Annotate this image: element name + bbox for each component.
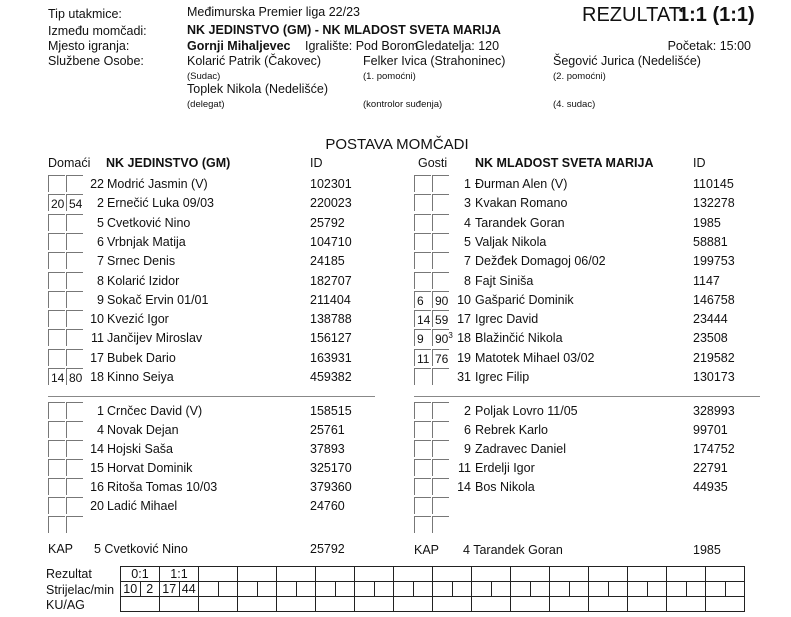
minute-box — [48, 516, 65, 533]
venue: Gornji Mihaljevec — [187, 39, 291, 53]
player-name: Kinno Seiya — [107, 370, 174, 384]
scorer-cell: 2 — [140, 582, 160, 597]
scorer-cell — [218, 582, 238, 597]
score-row-ku — [121, 597, 745, 612]
player-number: 16 — [90, 480, 104, 494]
official-name: Kolarić Patrik (Čakovec) — [187, 54, 322, 68]
result-cell — [394, 567, 433, 582]
player-name: Gašparić Dominik — [475, 292, 574, 307]
ku-cell — [550, 597, 589, 612]
player-id: 22791 — [693, 461, 728, 475]
result-cell — [238, 567, 277, 582]
ku-cell — [199, 597, 238, 612]
minute-box — [414, 440, 431, 457]
minute-box: 59 — [432, 310, 449, 327]
result-cell — [355, 567, 394, 582]
player-id: 23444 — [693, 312, 728, 327]
player-name: Igrec David — [475, 312, 539, 327]
player-number: 11 — [91, 331, 104, 346]
minute-box — [48, 497, 65, 514]
attendance: Gledatelja: 120 — [415, 39, 500, 53]
player-id: 459382 — [310, 370, 352, 384]
player-id: 37893 — [310, 442, 345, 456]
player-id: 110145 — [693, 177, 734, 191]
player-id: 58881 — [693, 234, 728, 249]
player-id: 328993 — [693, 404, 735, 418]
result-cell — [277, 567, 316, 582]
teams-label: Između momčadi: — [48, 24, 147, 38]
minute-box — [48, 175, 65, 192]
ku-cell — [628, 597, 667, 612]
player-number: 4 — [464, 215, 471, 230]
player-id: 146758 — [693, 292, 735, 307]
player-id: 99701 — [693, 423, 728, 437]
player-id: 132278 — [693, 196, 735, 211]
scorer-cell: 10 — [121, 582, 141, 597]
player-number: 1 — [464, 177, 471, 191]
minute-box — [414, 272, 431, 289]
scorer-cell — [452, 582, 472, 597]
result-cell — [199, 567, 238, 582]
ku-cell — [277, 597, 316, 612]
ku-cell — [394, 597, 433, 612]
minute-box — [414, 194, 431, 211]
result-cell — [589, 567, 628, 582]
ku-cell — [667, 597, 706, 612]
teams: NK JEDINSTVO (GM) - NK MLADOST SVETA MARIJA — [187, 23, 501, 37]
player-name: Vrbnjak Matija — [107, 234, 186, 249]
minute-box: 6 — [414, 291, 431, 308]
player-id: 130173 — [693, 370, 735, 384]
minute-box — [414, 214, 431, 231]
minute-box — [48, 214, 65, 231]
scorer-cell — [725, 582, 745, 597]
minute-box — [414, 516, 431, 533]
score-row-label: Rezultat — [46, 567, 92, 581]
player-id: 104710 — [310, 234, 352, 249]
player-name: Poljak Lovro 11/05 — [475, 404, 578, 418]
result-cell — [433, 567, 472, 582]
player-id: 25792 — [310, 215, 345, 230]
player-number: 9 — [97, 292, 104, 307]
player-id: 1985 — [693, 215, 721, 230]
result-cell — [550, 567, 589, 582]
official-role: (delegat) — [187, 99, 225, 110]
home-id-header: ID — [310, 156, 323, 170]
player-name: Zadravec Daniel — [475, 442, 567, 456]
minute-box — [48, 252, 65, 269]
scorer-cell: 44 — [179, 582, 199, 597]
minute-box: 80 — [66, 368, 83, 385]
player-name: Kolarić Izidor — [107, 273, 180, 288]
player-number: 19 — [457, 350, 471, 365]
player-number: 14 — [457, 480, 471, 494]
official-name: Toplek Nikola (Nedelišće) — [187, 82, 329, 96]
minute-box — [48, 272, 65, 289]
officials-label: Službene Osobe: — [48, 54, 144, 68]
ku-cell — [121, 597, 160, 612]
player-number: 20 — [90, 499, 104, 513]
scorer-cell — [667, 582, 687, 597]
player-number: 2 — [464, 404, 471, 418]
home-captain-id: 25792 — [310, 542, 345, 556]
player-id: 1147 — [693, 273, 720, 288]
minute-box — [414, 233, 431, 250]
player-id: 23508 — [693, 331, 728, 346]
ku-cell — [160, 597, 199, 612]
player-name: Dežđek Domagoj 06/02 — [475, 254, 606, 269]
player-number: 2 — [97, 196, 104, 211]
player-number: 18 — [90, 370, 104, 384]
player-id: 156127 — [310, 331, 352, 346]
home-captain-label: KAP — [48, 542, 74, 556]
ku-cell — [238, 597, 277, 612]
minute-box: 90 — [432, 291, 449, 308]
scorer-cell — [491, 582, 511, 597]
official-role: (kontrolor suđenja) — [363, 99, 443, 110]
player-name: Srnec Denis — [107, 254, 176, 269]
result-cell: 0:1 — [121, 567, 160, 582]
stoppage-time-sup: 3 — [448, 331, 453, 341]
lineup-title: POSTAVA MOMČADI — [325, 136, 469, 153]
ku-cell — [511, 597, 550, 612]
scorer-cell — [296, 582, 316, 597]
player-id: 158515 — [310, 404, 352, 418]
away-captain-label: KAP — [414, 543, 440, 557]
away-captain-id: 1985 — [693, 543, 721, 557]
player-name: Rebrek Karlo — [475, 423, 548, 437]
player-name: Kvezić Igor — [107, 312, 169, 327]
away-captain: 4 Tarandek Goran — [463, 543, 563, 557]
player-id: 211404 — [310, 292, 351, 307]
player-number: 4 — [97, 423, 104, 437]
player-name: Bos Nikola — [475, 480, 535, 494]
divider — [48, 396, 375, 397]
result-cell — [706, 567, 745, 582]
result-cell — [628, 567, 667, 582]
minute-box: 20 — [48, 194, 65, 211]
match-type: Međimurska Premier liga 22/23 — [187, 5, 360, 19]
minute-box — [414, 497, 431, 514]
player-name: Đurman Alen (V) — [475, 177, 568, 191]
ku-cell — [472, 597, 511, 612]
player-number: 14 — [90, 442, 104, 456]
player-id: 44935 — [693, 480, 728, 494]
scorer-cell — [335, 582, 355, 597]
player-name: Sokač Ervin 01/01 — [107, 292, 209, 307]
scorer-cell — [589, 582, 609, 597]
player-number: 5 — [464, 234, 471, 249]
player-id: 24185 — [310, 254, 345, 269]
result-cell — [472, 567, 511, 582]
result-cell — [511, 567, 550, 582]
divider — [414, 396, 760, 397]
minute-box — [48, 310, 65, 327]
player-number: 5 — [97, 215, 104, 230]
scorer-cell — [374, 582, 394, 597]
scorer-cell — [238, 582, 258, 597]
scorer-cell — [569, 582, 589, 597]
scorer-cell — [413, 582, 433, 597]
player-name: Modrić Jasmin (V) — [107, 177, 208, 191]
minute-box — [414, 402, 431, 419]
player-id: 199753 — [693, 254, 735, 269]
player-number: 6 — [464, 423, 471, 437]
minute-box — [48, 329, 65, 346]
scorer-cell — [628, 582, 648, 597]
player-name: Novak Dejan — [107, 423, 179, 437]
score-row-label: KU/AG — [46, 598, 85, 612]
player-number: 31 — [457, 370, 471, 384]
player-name: Ladić Mihael — [107, 499, 178, 513]
minute-box — [414, 459, 431, 476]
official-role: (Sudac) — [187, 71, 221, 82]
player-number: 17 — [90, 350, 104, 365]
result-cell — [316, 567, 355, 582]
player-number: 7 — [97, 254, 104, 269]
minute-box — [48, 402, 65, 419]
player-id: 220023 — [310, 196, 352, 211]
minute-box — [414, 368, 431, 385]
score-row-result — [121, 567, 745, 582]
player-id: 102301 — [310, 177, 352, 191]
minute-box — [432, 497, 449, 514]
minute-box — [48, 440, 65, 457]
player-number: 22 — [90, 177, 104, 191]
player-name: Hojski Saša — [107, 442, 173, 456]
kickoff: Početak: 15:00 — [667, 39, 751, 53]
player-name: Kvakan Romano — [475, 196, 568, 211]
minute-box: 11 — [414, 349, 431, 366]
away-team-name: NK MLADOST SVETA MARIJA — [475, 156, 654, 170]
player-id: 219582 — [693, 350, 735, 365]
minute-box — [414, 478, 431, 495]
player-id: 182707 — [310, 273, 352, 288]
minute-box — [414, 421, 431, 438]
minute-box — [48, 421, 65, 438]
player-id: 174752 — [693, 442, 735, 456]
player-id: 138788 — [310, 312, 352, 327]
minute-box: $90^3$ — [432, 329, 449, 346]
scorer-cell — [355, 582, 375, 597]
ku-cell — [433, 597, 472, 612]
venue-label: Mjesto igranja: — [48, 39, 130, 53]
score-table — [120, 566, 745, 612]
minute-box: 14 — [48, 368, 65, 385]
minute-box — [48, 291, 65, 308]
scorer-cell — [472, 582, 492, 597]
scorer-cell — [277, 582, 297, 597]
ku-cell — [355, 597, 394, 612]
away-id-header: ID — [693, 156, 706, 170]
ku-cell — [316, 597, 355, 612]
scorer-cell — [394, 582, 414, 597]
player-name: Ernečić Luka 09/03 — [107, 196, 215, 211]
player-name: Igrec Filip — [475, 370, 530, 384]
official-name: Šegović Jurica (Nedelišće) — [553, 54, 701, 68]
player-number: 17 — [457, 312, 471, 327]
player-name: Cvetković Nino — [107, 215, 191, 230]
player-name: Jančijev Miroslav — [107, 331, 203, 346]
minute-box: 9 — [414, 329, 431, 346]
scorer-cell — [530, 582, 550, 597]
player-id: 325170 — [310, 461, 352, 475]
player-number: 1 — [97, 404, 104, 418]
home-team-name: NK JEDINSTVO (GM) — [106, 156, 231, 170]
minute-box — [414, 175, 431, 192]
result-label: REZULTAT: — [582, 4, 685, 26]
ground: Igralište: Pod Borom — [305, 39, 419, 53]
ku-cell — [706, 597, 745, 612]
player-name: Valjak Nikola — [475, 234, 547, 249]
player-id: 379360 — [310, 480, 352, 494]
scorer-cell — [257, 582, 277, 597]
minute-box — [48, 233, 65, 250]
minute-box — [48, 478, 65, 495]
official-role: (2. pomoćni) — [553, 71, 606, 82]
ku-cell — [589, 597, 628, 612]
player-number: 8 — [464, 273, 471, 288]
minute-box — [66, 516, 83, 533]
minute-box: 54 — [66, 194, 83, 211]
player-id: 163931 — [310, 350, 352, 365]
scorer-cell — [511, 582, 531, 597]
player-number: 3 — [464, 196, 471, 211]
player-id: 25761 — [310, 423, 345, 437]
player-name: Crnčec David (V) — [107, 404, 203, 418]
player-name: Blažinčić Nikola — [475, 331, 563, 346]
player-name: Fajt Siniša — [475, 273, 534, 288]
player-name: Matotek Mihael 03/02 — [475, 350, 595, 365]
home-side-label: Domaći — [48, 156, 91, 170]
minute-box — [48, 349, 65, 366]
home-captain: 5 Cvetković Nino — [94, 542, 188, 556]
match-type-label: Tip utakmice: — [48, 7, 122, 21]
player-id: 24760 — [310, 499, 345, 513]
scorer-cell — [647, 582, 667, 597]
result: 1:1 (1:1) — [678, 4, 755, 26]
minute-box: 14 — [414, 310, 431, 327]
player-number: 7 — [464, 254, 471, 269]
player-name: Horvat Dominik — [107, 461, 193, 475]
scorer-cell — [550, 582, 570, 597]
minute-box — [414, 252, 431, 269]
score-row-scorer — [121, 582, 745, 597]
player-number: 9 — [464, 442, 471, 456]
scorer-cell — [706, 582, 726, 597]
player-number: 18 — [457, 331, 471, 346]
player-number: 15 — [90, 461, 104, 475]
result-cell — [667, 567, 706, 582]
player-name: Ritoša Tomas 10/03 — [107, 480, 218, 494]
score-row-label: Strijelac/min — [46, 583, 115, 597]
scorer-cell — [433, 582, 453, 597]
player-name: Bubek Dario — [107, 350, 176, 365]
minute-box — [48, 459, 65, 476]
minute-box: 76 — [432, 349, 449, 366]
player-name: Tarandek Goran — [475, 215, 565, 230]
scorer-cell: 17 — [160, 582, 180, 597]
player-number: 11 — [458, 461, 471, 475]
away-side-label: Gosti — [418, 156, 448, 170]
player-number: 10 — [90, 312, 104, 327]
player-number: 10 — [457, 292, 471, 307]
player-number: 6 — [97, 234, 104, 249]
scorer-cell — [316, 582, 336, 597]
scorer-cell — [199, 582, 219, 597]
official-role: (4. sudac) — [553, 99, 596, 110]
player-name: Erdelji Igor — [475, 461, 535, 475]
minute-box — [432, 516, 449, 533]
official-name: Felker Ivica (Strahoninec) — [363, 54, 506, 68]
official-role: (1. pomoćni) — [363, 71, 416, 82]
player-number: 8 — [97, 273, 104, 288]
scorer-cell — [686, 582, 706, 597]
result-cell: 1:1 — [160, 567, 199, 582]
scorer-cell — [608, 582, 628, 597]
